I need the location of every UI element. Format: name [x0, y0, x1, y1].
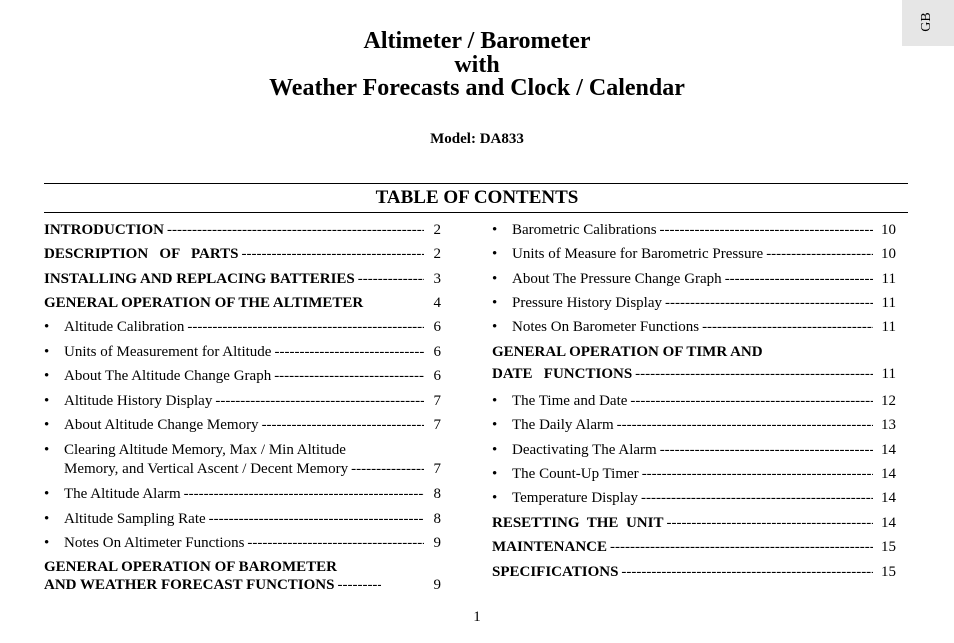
bullet: • — [492, 466, 498, 482]
toc-entry-page: 11 — [881, 271, 896, 287]
toc-entry-page: 11 — [881, 295, 896, 311]
toc-entry-page: 2 — [433, 222, 441, 238]
toc-entry-sampling-rate[interactable] — [44, 511, 441, 529]
toc-entry-page: 13 — [881, 417, 896, 433]
toc-entry-batteries[interactable] — [44, 271, 441, 289]
toc-entry-pressure-units[interactable] — [492, 246, 896, 264]
toc-entry-barometer-notes[interactable] — [492, 319, 896, 337]
toc-entry-page: 9 — [433, 577, 441, 593]
bullet: • — [492, 319, 498, 335]
toc-entry-line — [44, 461, 441, 479]
toc-entry-text: Pressure History Display — [512, 295, 662, 311]
bullet: • — [492, 271, 498, 287]
toc-entry-text: GENERAL OPERATION OF THE ALTIMETER — [44, 295, 364, 311]
toc-entry-page: 14 — [881, 490, 896, 506]
bullet: • — [492, 246, 498, 262]
toc-entry-altitude-graph[interactable] — [44, 368, 441, 386]
toc-entry-daily-alarm[interactable] — [492, 417, 896, 435]
top-rule — [44, 183, 908, 184]
page-number: 1 — [473, 609, 481, 625]
toc-entry-page: 10 — [881, 246, 896, 262]
toc-entry-altimeter-notes[interactable] — [44, 535, 441, 553]
leader-dots — [209, 511, 424, 529]
toc-entry-deactivating-alarm[interactable] — [492, 442, 896, 460]
leader-dots — [660, 222, 873, 240]
toc-entry-text: The Altitude Alarm — [64, 486, 181, 502]
toc-entry-text: GENERAL OPERATION OF TIMR AND — [492, 344, 763, 360]
bullet: • — [44, 417, 50, 433]
leader-dots — [610, 539, 873, 557]
bullet: • — [44, 319, 50, 335]
leader-dots — [725, 271, 873, 289]
toc-entry-text: GENERAL OPERATION OF BAROMETER — [44, 559, 337, 575]
leader-dots — [621, 564, 873, 582]
toc-entry-page: 9 — [433, 535, 441, 551]
toc-entry-page: 11 — [881, 366, 896, 382]
toc-entry-page: 14 — [881, 466, 896, 482]
leader-dots — [642, 466, 873, 484]
toc-entry-text: Notes On Barometer Functions — [512, 319, 700, 335]
toc-entry-resetting-unit[interactable] — [492, 515, 896, 533]
toc-entry-page: 15 — [881, 539, 896, 555]
toc-entry-text: INSTALLING AND REPLACING BATTERIES — [44, 271, 355, 287]
toc-entry-page: 10 — [881, 222, 896, 238]
bullet: • — [492, 393, 498, 409]
toc-entry-page: 3 — [433, 271, 441, 287]
toc-entry-text: About The Altitude Change Graph — [64, 368, 272, 384]
leader-dots — [187, 319, 424, 337]
toc-entry-pressure-graph[interactable] — [492, 271, 896, 289]
leader-dots — [766, 246, 873, 264]
toc-entry-text: Deactivating The Alarm — [512, 442, 657, 458]
toc-entry-text: Memory, and Vertical Ascent / Decent Memory — [64, 461, 349, 477]
leader-dots — [641, 490, 873, 508]
toc-heading: TABLE OF CONTENTS — [375, 187, 579, 208]
bullet: • — [44, 344, 50, 360]
toc-entry-introduction[interactable] — [44, 222, 441, 240]
leader-dots — [630, 393, 873, 411]
toc-entry-text: Units of Measure for Barometric Pressure — [512, 246, 764, 262]
toc-entry-specifications[interactable] — [492, 564, 896, 582]
toc-entry-altitude-units[interactable] — [44, 344, 441, 362]
toc-entry-page: 8 — [433, 486, 441, 502]
leader-dots — [660, 442, 873, 460]
toc-entry-text: The Count-Up Timer — [512, 466, 639, 482]
toc-entry-text: SPECIFICATIONS — [492, 564, 619, 580]
toc-entry-barometric-calibrations[interactable] — [492, 222, 896, 240]
title-line-3: Weather Forecasts and Clock / Calendar — [269, 75, 685, 101]
toc-entry-count-up-timer[interactable] — [492, 466, 896, 484]
toc-entry-time-and-date[interactable] — [492, 393, 896, 411]
leader-dots — [358, 271, 424, 289]
title-line-2: with — [454, 51, 500, 78]
toc-entry-altitude-memory[interactable] — [44, 417, 441, 435]
toc-entry-text: Units of Measurement for Altitude — [64, 344, 272, 360]
toc-entry-page: 12 — [881, 393, 896, 409]
leader-dots — [635, 366, 873, 384]
toc-entry-text: The Daily Alarm — [512, 417, 614, 433]
toc-entry-temperature-display[interactable] — [492, 490, 896, 508]
toc-entry-text: Notes On Altimeter Functions — [64, 535, 245, 551]
toc-entry-text: MAINTENANCE — [492, 539, 608, 555]
bullet: • — [492, 222, 498, 238]
heading-rule — [44, 212, 908, 213]
toc-entry-text: Altitude Sampling Rate — [64, 511, 206, 527]
toc-entry-text: About The Pressure Change Graph — [512, 271, 722, 287]
toc-entry-text: DESCRIPTION OF PARTS — [44, 246, 239, 262]
toc-entry-line — [492, 366, 896, 384]
leader-dots — [617, 417, 873, 435]
leader-dots — [184, 486, 424, 504]
leader-dots — [167, 222, 424, 240]
title-line-1: Altimeter / Barometer — [363, 28, 591, 54]
leader-dots — [242, 246, 425, 264]
toc-entry-text: Altitude Calibration — [64, 319, 185, 335]
bullet: • — [44, 442, 50, 458]
toc-entry-text: Altitude History Display — [64, 393, 213, 409]
toc-entry-page: 7 — [433, 393, 441, 409]
toc-entry-line — [44, 442, 441, 459]
toc-entry-page: 8 — [433, 511, 441, 527]
bullet: • — [44, 535, 50, 551]
toc-entry-text: Clearing Altitude Memory, Max / Min Altitude — [64, 442, 346, 458]
leader-dots — [337, 577, 380, 595]
toc-entry-text: DATE FUNCTIONS — [492, 366, 633, 382]
toc-entry-page: 7 — [433, 461, 441, 477]
toc-entry-page: 14 — [881, 515, 896, 531]
leader-dots — [215, 393, 424, 411]
toc-entry-text: AND WEATHER FORECAST FUNCTIONS — [44, 577, 335, 593]
toc-entry-clearing-memory[interactable] — [44, 442, 441, 479]
leader-dots — [702, 319, 873, 337]
toc-entry-barometer-operation[interactable] — [44, 559, 441, 595]
toc-entry-maintenance[interactable] — [492, 539, 896, 557]
toc-entry-page: 4 — [433, 295, 441, 311]
toc-entry-page: 15 — [881, 564, 896, 580]
toc-entry-page: 6 — [433, 344, 441, 360]
toc-entry-text: The Time and Date — [512, 393, 628, 409]
leader-dots — [262, 417, 424, 435]
toc-entry-text: Temperature Display — [512, 490, 638, 506]
language-tab-label: GB — [919, 12, 934, 32]
model-number: Model: DA833 — [430, 131, 524, 147]
toc-entry-line — [44, 577, 441, 595]
toc-entry-page: 2 — [433, 246, 441, 262]
toc-entry-time-date-operation[interactable] — [492, 344, 896, 384]
toc-entry-altitude-calibration[interactable] — [44, 319, 441, 337]
bullet: • — [492, 417, 498, 433]
toc-entry-text: INTRODUCTION — [44, 222, 165, 238]
leader-dots — [351, 461, 424, 479]
bullet: • — [44, 511, 50, 527]
bullet: • — [492, 442, 498, 458]
bullet: • — [44, 368, 50, 384]
toc-entry-page: 14 — [881, 442, 896, 458]
toc-entry-text: RESETTING THE UNIT — [492, 515, 664, 531]
leader-dots — [666, 515, 873, 533]
toc-entry-altimeter-operation[interactable] — [44, 295, 441, 312]
toc-entry-text: Barometric Calibrations — [512, 222, 657, 238]
toc-entry-page: 7 — [433, 417, 441, 433]
toc-entry-altitude-alarm[interactable] — [44, 486, 441, 504]
toc-entry-page: 6 — [433, 319, 441, 335]
leader-dots — [274, 344, 424, 362]
toc-entry-pressure-history[interactable] — [492, 295, 896, 313]
bullet: • — [44, 486, 50, 502]
leader-dots — [665, 295, 873, 313]
bullet: • — [492, 490, 498, 506]
toc-entry-description-of-parts[interactable] — [44, 246, 441, 264]
bullet: • — [492, 295, 498, 311]
toc-entry-page: 6 — [433, 368, 441, 384]
toc-entry-altitude-history[interactable] — [44, 393, 441, 411]
leader-dots — [247, 535, 424, 553]
document-title — [0, 30, 954, 101]
toc-entry-text: About Altitude Change Memory — [64, 417, 259, 433]
toc-entry-page: 11 — [881, 319, 896, 335]
leader-dots — [274, 368, 424, 386]
bullet: • — [44, 393, 50, 409]
